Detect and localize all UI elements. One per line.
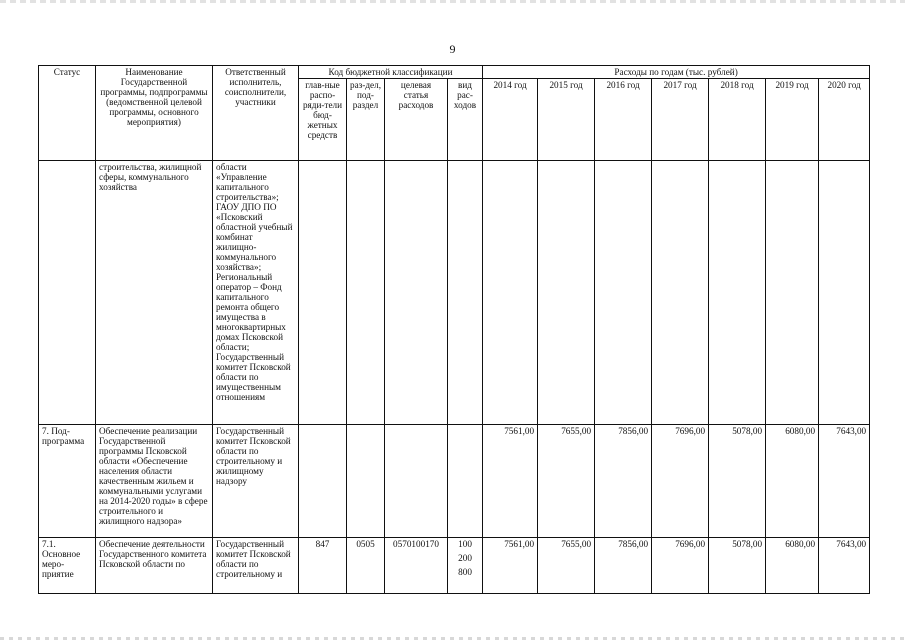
cell-value — [819, 161, 870, 425]
header-rzpr: раз-дел, под-раздел — [347, 79, 385, 161]
vr-code: 200 — [458, 553, 472, 563]
header-status: Статус — [39, 66, 96, 161]
cell-value: 7856,00 — [595, 425, 652, 538]
header-budget-code: Код бюджетной классификации — [299, 66, 483, 79]
cell-value: 7696,00 — [652, 538, 709, 594]
table-row — [39, 425, 870, 538]
header-responsible: Ответственный исполнитель, соисполнители, участники — [213, 66, 299, 161]
cell-value — [483, 161, 538, 425]
header-year: 2016 год — [595, 79, 652, 161]
header-year: 2017 год — [652, 79, 709, 161]
cell-value: 7696,00 — [652, 425, 709, 538]
header-expenses: Расходы по годам (тыс. рублей) — [483, 66, 870, 79]
cell-name: строительства, жилищной сферы, коммунального хозяйства — [96, 161, 213, 425]
header-grbs: глав-ные распо-ряди-тели бюд-жетных средств — [299, 79, 347, 161]
header-csr: целевая статья расходов — [385, 79, 448, 161]
cell-value — [595, 161, 652, 425]
cell-status: 7. Под-программа — [39, 425, 96, 538]
cell-vr — [448, 425, 483, 538]
cell-grbs: 847 — [299, 538, 347, 594]
cell-value: 7655,00 — [538, 538, 595, 594]
table-row — [39, 161, 870, 425]
cell-value: 7561,00 — [483, 538, 538, 594]
cell-value: 5078,00 — [709, 538, 766, 594]
header-year: 2018 год — [709, 79, 766, 161]
cell-value — [709, 161, 766, 425]
cell-name: Обеспечение реализации Государственной программы Псковской области «Обеспечение населения области качественным жильем и коммунальными услугами на 2014-2020 годы» в сфере строительного и жилищного надзора» — [96, 425, 213, 538]
header-vr: вид рас-ходов — [448, 79, 483, 161]
cell-grbs — [299, 161, 347, 425]
header-year: 2020 год — [819, 79, 870, 161]
cell-grbs — [299, 425, 347, 538]
cell-responsible: области «Управление капитального строительства»; ГАОУ ДПО ПО «Псковский областной учебный комбинат жилищно-коммунального хозяйства»; Региональный оператор – Фонд капитального ремонта общего имущества в многоквартирных домах Псковской области; Государственный комитет Псковской области по имущественным отношениям — [213, 161, 299, 425]
header-year: 2019 год — [766, 79, 819, 161]
cell-value — [652, 161, 709, 425]
cell-value: 7643,00 — [819, 425, 870, 538]
cell-value: 6080,00 — [766, 425, 819, 538]
cell-value: 5078,00 — [709, 425, 766, 538]
cell-name: Обеспечение деятельности Государственного комитета Псковской области по — [96, 538, 213, 594]
cell-value — [766, 161, 819, 425]
cell-vr — [448, 161, 483, 425]
cell-status — [39, 161, 96, 425]
header-year: 2014 год — [483, 79, 538, 161]
vr-code: 100 — [458, 539, 472, 549]
cell-value: 7655,00 — [538, 425, 595, 538]
cell-status: 7.1. Основное меро-приятие — [39, 538, 96, 594]
cell-value: 7561,00 — [483, 425, 538, 538]
header-name: Наименование Государственной программы, подпрограммы (ведомственной целевой программы, основного мероприятия) — [96, 66, 213, 161]
header-year: 2015 год — [538, 79, 595, 161]
cell-vr — [448, 538, 483, 594]
cell-rzpr — [347, 425, 385, 538]
cell-csr — [385, 161, 448, 425]
cell-csr: 0570100170 — [385, 538, 448, 594]
cell-responsible: Государственный комитет Псковской области по строительному и — [213, 538, 299, 594]
cell-rzpr: 0505 — [347, 538, 385, 594]
cell-value: 7856,00 — [595, 538, 652, 594]
vr-code: 800 — [458, 567, 472, 577]
scan-top-edge — [0, 0, 905, 3]
cell-rzpr — [347, 161, 385, 425]
cell-responsible: Государственный комитет Псковской области по строительному и жилищному надзору — [213, 425, 299, 538]
cell-value: 6080,00 — [766, 538, 819, 594]
page-number: 9 — [449, 42, 456, 56]
cell-csr — [385, 425, 448, 538]
budget-table — [38, 65, 870, 594]
cell-value: 7643,00 — [819, 538, 870, 594]
cell-value — [538, 161, 595, 425]
table-row — [39, 538, 870, 594]
